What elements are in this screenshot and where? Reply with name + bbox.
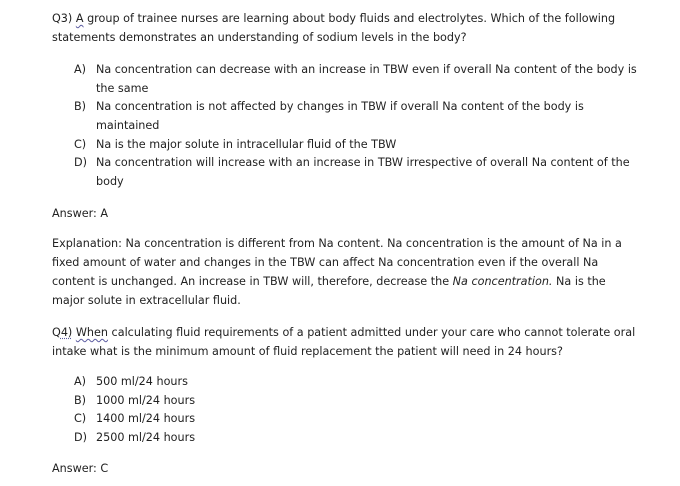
q3-option-a-text-1: Na concentration can decrease with an increase in TBW even if overall Na content of the body is (96, 63, 637, 76)
q3-answer: Answer: A (52, 207, 108, 220)
q3-option-d-text-1: Na concentration will increase with an increase in TBW irrespective of overall Na content of the (96, 156, 630, 169)
q3-option-a-label: A) (74, 63, 87, 76)
q3-line1-rest: group of trainee nurses are learning about body fluids and electrolytes. Which of the following (83, 12, 616, 25)
q3-question-line-1 (52, 12, 615, 26)
q4-option-b-text: 1000 ml/24 hours (96, 394, 196, 407)
q3-explanation-line-2: fixed amount of water and changes in the TBW can affect Na concentration even if the overall Na (52, 256, 599, 269)
q3-option-b-text-1: Na concentration is not affected by changes in TBW if overall Na content of the body is (96, 100, 584, 113)
q4-option-c-text: 1400 ml/24 hours (96, 412, 196, 425)
q3-explanation-line-4: major solute in extracellular fluid. (52, 294, 241, 307)
q3-option-c-label: C) (74, 138, 87, 151)
q4-prefix-b: 4) (60, 326, 73, 339)
q3-option-b-text-2: maintained (96, 119, 160, 132)
q3-option-d-label: D) (74, 156, 87, 169)
q4-option-a-text: 500 ml/24 hours (96, 375, 188, 388)
q3-explanation-line-3-start: content is unchanged. An increase in TBW will, therefore, decrease the (52, 275, 453, 288)
q4-answer: Answer: C (52, 462, 109, 475)
q3-option-d-text-2: body (96, 175, 124, 188)
q4-option-d-label: D) (74, 431, 87, 444)
q3-explanation-line-1: Explanation: Na concentration is different from Na content. Na concentration is the amount of Na in a (52, 237, 622, 250)
q3-explanation-line-3-end: Na is the (552, 275, 606, 288)
q4-line1-rest: calculating fluid requirements of a patient admitted under your care who cannot tolerate oral (108, 326, 636, 339)
q3-explanation-line-3 (52, 275, 606, 289)
q3-option-a-text-2: the same (96, 82, 149, 95)
q3-first-word: A (75, 12, 84, 25)
q4-question-line-2: intake what is the minimum amount of fluid replacement the patient will need in 24 hours? (52, 345, 563, 358)
q4-first-word: When (75, 326, 108, 339)
q4-option-a-label: A) (74, 375, 87, 388)
q3-explanation-italic: Na concentration. (452, 275, 553, 288)
q3-option-b-label: B) (74, 100, 87, 113)
q4-option-d-text: 2500 ml/24 hours (96, 431, 196, 444)
q4-prefix-a: Q (52, 326, 61, 339)
q3-prefix: Q3) (52, 12, 76, 25)
q4-question-line-1 (52, 326, 635, 340)
q3-question-line-2: statements demonstrates an understanding of sodium levels in the body? (52, 31, 467, 44)
q3-option-c-text-1: Na is the major solute in intracellular fluid of the TBW (96, 138, 397, 151)
q4-option-c-label: C) (74, 412, 87, 425)
q4-option-b-label: B) (74, 394, 87, 407)
